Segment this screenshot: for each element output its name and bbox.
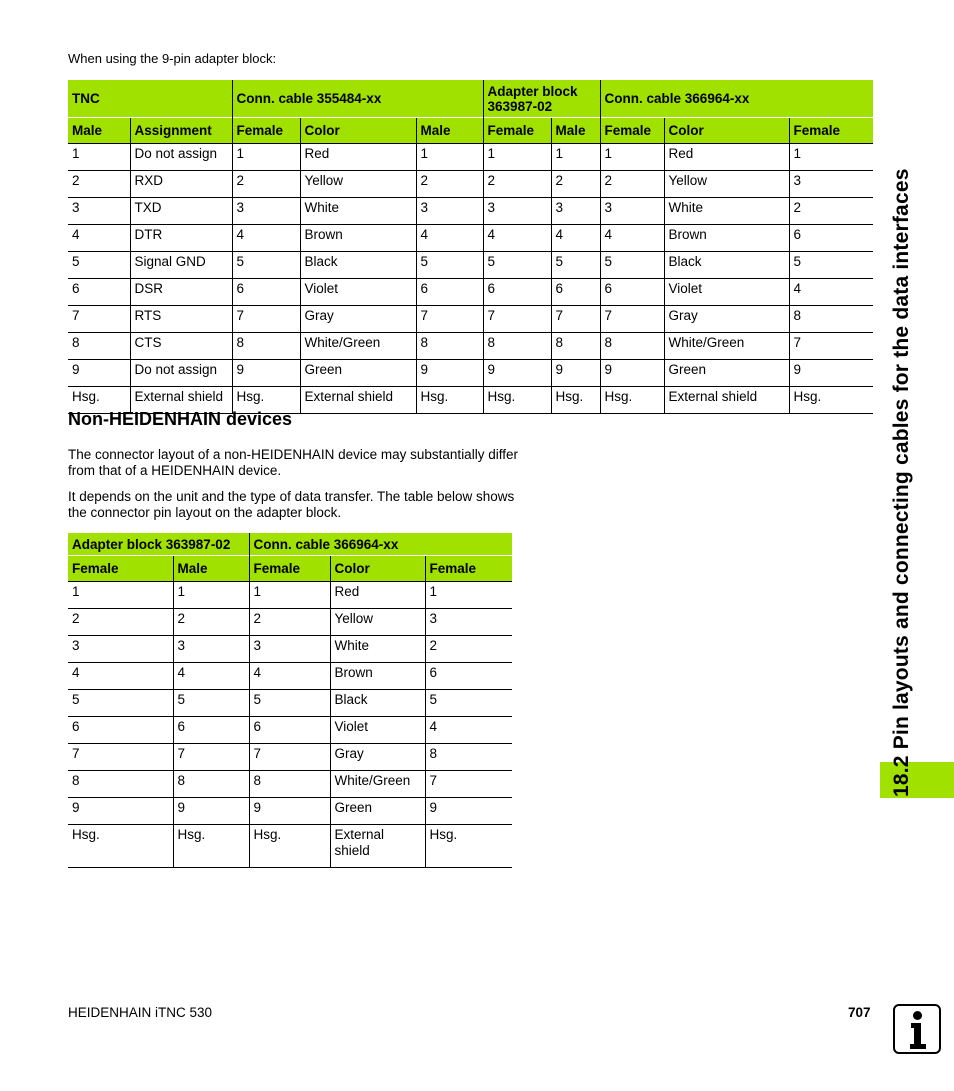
table-cell: 1 (68, 144, 130, 171)
table-cell: 4 (789, 279, 873, 306)
table-cell: 9 (551, 360, 600, 387)
table-cell: Do not assign (130, 360, 232, 387)
table-cell: White/Green (300, 333, 416, 360)
table-cell: Hsg. (483, 387, 551, 414)
table-cell: White/Green (330, 771, 425, 798)
table-cell: 1 (600, 144, 664, 171)
table-cell: 6 (416, 279, 483, 306)
column-header: Female (232, 118, 300, 144)
table-cell: 5 (416, 252, 483, 279)
column-header: Female (483, 118, 551, 144)
table-cell: 6 (173, 717, 249, 744)
table-cell: 3 (551, 198, 600, 225)
table-row (68, 690, 512, 717)
table-cell: Red (330, 582, 425, 609)
table-cell: External shield (664, 387, 789, 414)
table-cell: 2 (425, 636, 512, 663)
table-cell: 9 (232, 360, 300, 387)
section-heading: Non-HEIDENHAIN devices (68, 409, 293, 429)
table-cell: Hsg. (68, 825, 173, 868)
table-cell: White (300, 198, 416, 225)
table-cell: 7 (600, 306, 664, 333)
table-cell: 8 (232, 333, 300, 360)
table-cell: Hsg. (173, 825, 249, 868)
table-row (68, 252, 873, 279)
table-cell: Brown (300, 225, 416, 252)
table-cell: 9 (173, 798, 249, 825)
table-cell: 7 (425, 771, 512, 798)
table-cell: Gray (330, 744, 425, 771)
table-row (68, 333, 873, 360)
table-cell: 1 (483, 144, 551, 171)
table-cell: 4 (68, 663, 173, 690)
table-cell: 6 (789, 225, 873, 252)
table-cell: 4 (68, 225, 130, 252)
table-cell: RTS (130, 306, 232, 333)
table-row (68, 825, 512, 868)
table-cell: 7 (173, 744, 249, 771)
column-header: Color (300, 118, 416, 144)
column-header: Female (249, 556, 330, 582)
group-header-cable-366964: Conn. cable 366964-xx (249, 533, 512, 556)
table-cell: 3 (249, 636, 330, 663)
table-cell: Yellow (330, 609, 425, 636)
column-header: Color (330, 556, 425, 582)
table-cell: 6 (600, 279, 664, 306)
table-cell: RXD (130, 171, 232, 198)
table-cell: Red (300, 144, 416, 171)
column-header: Female (600, 118, 664, 144)
table-cell: 4 (425, 717, 512, 744)
table-cell: 8 (551, 333, 600, 360)
table-cell: 3 (68, 198, 130, 225)
table-cell: 2 (232, 171, 300, 198)
table-cell: Green (664, 360, 789, 387)
table-cell: 5 (551, 252, 600, 279)
table-cell: 1 (789, 144, 873, 171)
table-cell: 8 (68, 771, 173, 798)
table-cell: 1 (68, 582, 173, 609)
table-cell: DTR (130, 225, 232, 252)
table-cell: 5 (232, 252, 300, 279)
table-cell: 3 (425, 609, 512, 636)
table-cell: External shield (130, 387, 232, 414)
table-cell: 2 (173, 609, 249, 636)
table-cell: 7 (789, 333, 873, 360)
table-cell: Yellow (300, 171, 416, 198)
table-cell: 5 (68, 252, 130, 279)
table-cell: 8 (483, 333, 551, 360)
table-cell: Violet (330, 717, 425, 744)
column-header: Female (789, 118, 873, 144)
table-cell: 9 (68, 798, 173, 825)
table-row (68, 744, 512, 771)
table-cell: 3 (600, 198, 664, 225)
table-cell: 9 (600, 360, 664, 387)
table-cell: Black (664, 252, 789, 279)
group-header-tnc: TNC (68, 80, 232, 118)
column-header: Male (173, 556, 249, 582)
table-cell: Violet (300, 279, 416, 306)
table-cell: 8 (249, 771, 330, 798)
page-number: 707 (848, 1005, 871, 1020)
table-cell: 2 (249, 609, 330, 636)
table-row (68, 360, 873, 387)
column-header: Color (664, 118, 789, 144)
paragraph-layout-note: The connector layout of a non-HEIDENHAIN device may substantially differ from that of a HEIDENHAIN device. (68, 447, 518, 478)
table-cell: 9 (789, 360, 873, 387)
table-cell: Yellow (664, 171, 789, 198)
table-row (68, 144, 873, 171)
table-cell: DSR (130, 279, 232, 306)
table-cell: Black (330, 690, 425, 717)
table-cell: 5 (483, 252, 551, 279)
table-cell: Hsg. (232, 387, 300, 414)
table-cell: 6 (68, 717, 173, 744)
table-cell: External shield (300, 387, 416, 414)
table-cell: 5 (425, 690, 512, 717)
table-cell: 1 (232, 144, 300, 171)
table-cell: 3 (173, 636, 249, 663)
table-row (68, 771, 512, 798)
table-cell: 8 (425, 744, 512, 771)
table-cell: 7 (483, 306, 551, 333)
table-cell: 8 (789, 306, 873, 333)
table-cell: 2 (600, 171, 664, 198)
table-cell: 8 (68, 333, 130, 360)
group-header-adapter-block: Adapter block 363987-02 (483, 80, 600, 118)
table-cell: 9 (68, 360, 130, 387)
table-cell: 6 (551, 279, 600, 306)
group-header-cable-355484: Conn. cable 355484-xx (232, 80, 483, 118)
table-cell: 2 (68, 171, 130, 198)
table-cell: 5 (249, 690, 330, 717)
table-row (68, 198, 873, 225)
table-cell: 7 (249, 744, 330, 771)
table-cell: Gray (300, 306, 416, 333)
table-cell: 9 (483, 360, 551, 387)
table-cell: 7 (68, 306, 130, 333)
table-cell: Black (300, 252, 416, 279)
table-cell: External shield (330, 825, 425, 868)
table-cell: Hsg. (789, 387, 873, 414)
table-cell: 8 (416, 333, 483, 360)
table-cell: 1 (249, 582, 330, 609)
table-cell: 6 (68, 279, 130, 306)
table-cell: Green (300, 360, 416, 387)
table-cell: 6 (425, 663, 512, 690)
paragraph-adapter-note: It depends on the unit and the type of data transfer. The table below shows the connector pin layout on the adapter block. (68, 489, 515, 520)
table-cell: Signal GND (130, 252, 232, 279)
table-cell: 1 (173, 582, 249, 609)
table-cell: Hsg. (249, 825, 330, 868)
pin-table-9pin (68, 80, 873, 414)
table-cell: 3 (789, 171, 873, 198)
table-cell: 9 (416, 360, 483, 387)
column-header: Male (416, 118, 483, 144)
table-cell: Hsg. (416, 387, 483, 414)
intro-text: When using the 9-pin adapter block: (68, 51, 277, 66)
table-cell: 6 (483, 279, 551, 306)
table-cell: 9 (425, 798, 512, 825)
table-cell: Hsg. (68, 387, 130, 414)
footer-product: HEIDENHAIN iTNC 530 (68, 1005, 213, 1020)
table-cell: TXD (130, 198, 232, 225)
table-cell: Red (664, 144, 789, 171)
table-row (68, 306, 873, 333)
table-cell: 4 (551, 225, 600, 252)
table-row (68, 171, 873, 198)
side-chapter-title: 18.2 Pin layouts and connecting cables for the data interfaces (890, 168, 913, 797)
info-icon (893, 1004, 941, 1054)
table-cell: 2 (68, 609, 173, 636)
group-header-adapter-block: Adapter block 363987-02 (68, 533, 249, 556)
table-row (68, 225, 873, 252)
table-cell: 5 (173, 690, 249, 717)
column-header: Male (68, 118, 130, 144)
table-cell: Do not assign (130, 144, 232, 171)
table-cell: 2 (416, 171, 483, 198)
table-cell: Hsg. (600, 387, 664, 414)
table-row (68, 663, 512, 690)
pin-table-non-heidenhain (68, 533, 512, 868)
group-header-cable-366964: Conn. cable 366964-xx (600, 80, 873, 118)
table-cell: 3 (68, 636, 173, 663)
table-cell: Green (330, 798, 425, 825)
table-cell: 6 (232, 279, 300, 306)
table-row (68, 609, 512, 636)
table-cell: 4 (249, 663, 330, 690)
table-cell: 6 (249, 717, 330, 744)
column-header: Male (551, 118, 600, 144)
table-cell: 8 (600, 333, 664, 360)
table-cell: Hsg. (425, 825, 512, 868)
table-cell: 5 (68, 690, 173, 717)
table-cell: 9 (249, 798, 330, 825)
table-cell: 3 (483, 198, 551, 225)
table-cell: 1 (551, 144, 600, 171)
table-cell: 7 (232, 306, 300, 333)
table-cell: 7 (416, 306, 483, 333)
table-cell: 4 (232, 225, 300, 252)
table-cell: 2 (789, 198, 873, 225)
table-cell: 4 (173, 663, 249, 690)
table-cell: 4 (416, 225, 483, 252)
table-cell: Violet (664, 279, 789, 306)
table-cell: White/Green (664, 333, 789, 360)
table-cell: Hsg. (551, 387, 600, 414)
table-cell: 1 (425, 582, 512, 609)
table-cell: 3 (416, 198, 483, 225)
column-header: Assignment (130, 118, 232, 144)
table-cell: CTS (130, 333, 232, 360)
table-cell: Brown (330, 663, 425, 690)
table-cell: 3 (232, 198, 300, 225)
table-row (68, 717, 512, 744)
table-cell: Gray (664, 306, 789, 333)
table-cell: 4 (483, 225, 551, 252)
table-cell: 2 (483, 171, 551, 198)
table-cell: White (664, 198, 789, 225)
table-cell: 8 (173, 771, 249, 798)
table-cell: 4 (600, 225, 664, 252)
column-header: Female (425, 556, 512, 582)
table-cell: 5 (600, 252, 664, 279)
table-cell: White (330, 636, 425, 663)
table-cell: 2 (551, 171, 600, 198)
table-cell: 5 (789, 252, 873, 279)
table-row (68, 582, 512, 609)
table-cell: 7 (68, 744, 173, 771)
column-header: Female (68, 556, 173, 582)
table-row (68, 798, 512, 825)
table-row (68, 636, 512, 663)
table-cell: 1 (416, 144, 483, 171)
table-cell: Brown (664, 225, 789, 252)
table-cell: 7 (551, 306, 600, 333)
table-row (68, 279, 873, 306)
